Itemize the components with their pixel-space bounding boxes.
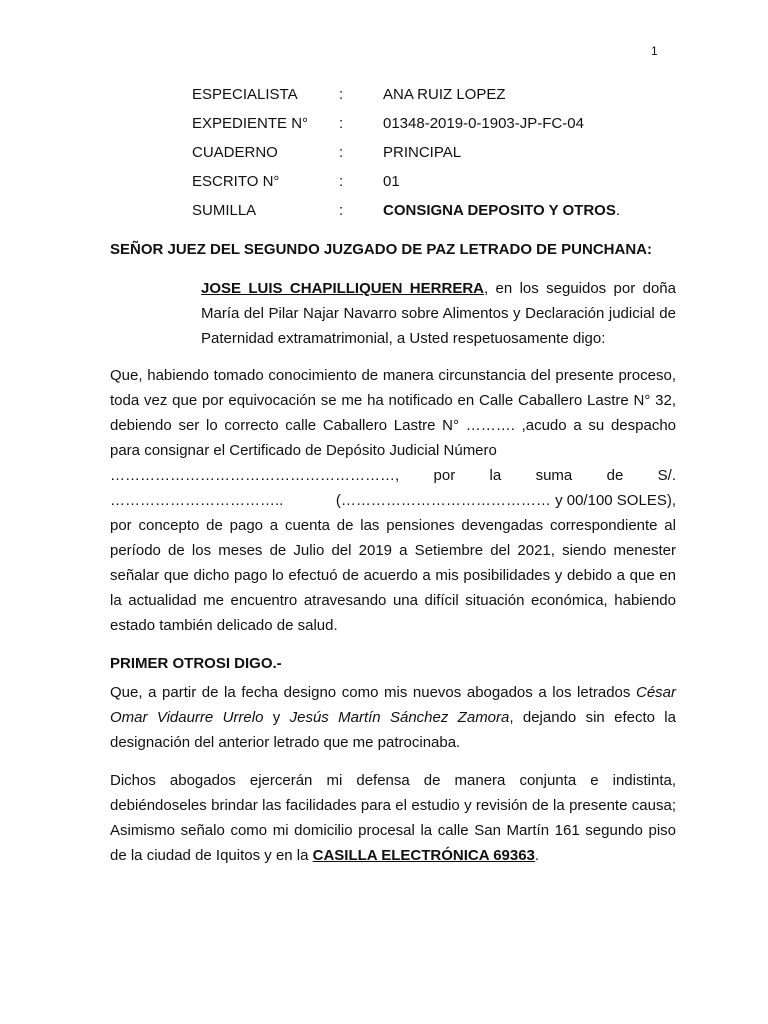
dots-word: S/. xyxy=(657,467,676,484)
header-label: ESCRITO N° xyxy=(192,173,280,190)
intro-rest: María del Pilar Najar Navarro sobre Alimentos y Declaración judicial de Paternidad extramatrimonial, a Usted respetuosamente digo: xyxy=(201,305,676,347)
dots-word: la xyxy=(489,467,502,484)
dots-line-2 xyxy=(110,488,676,513)
intro-line1: , en los seguidos por doña xyxy=(483,280,676,297)
header-row-especialista xyxy=(192,85,620,114)
dots-word: …………………………………………………, xyxy=(110,467,400,484)
dots-word: por xyxy=(433,467,456,484)
header-value: PRINCIPAL xyxy=(383,144,462,161)
sumilla-suffix: . xyxy=(615,202,620,219)
header-label: EXPEDIENTE N° xyxy=(192,115,309,132)
otrosi-p1-c: , dejando sin efecto la designación del anterior letrado que me patrocinaba. xyxy=(110,709,676,751)
otrosi-p2-a: Dichos abogados ejercerán mi defensa de manera conjunta e indistinta, debiéndoseles brindar las facilidades para el estudio y revisión de la presente causa; Asimismo señalo como mi domicilio procesal la calle San Martín 161 segundo piso de la ciudad de Iquitos y en la xyxy=(110,772,676,864)
casilla-electronica: CASILLA ELECTRÓNICA 69363 xyxy=(312,847,535,864)
intro-paragraph xyxy=(201,276,676,351)
lawyer-name-1: César Omar Vidaurre Urrelo xyxy=(110,684,676,726)
sumilla-text: CONSIGNA DEPOSITO Y OTROS xyxy=(383,202,616,219)
body-paragraph-1 xyxy=(110,363,676,638)
dots-word: (…………………………………… y 00/100 SOLES), xyxy=(335,492,676,509)
dots-word: suma xyxy=(535,467,573,484)
header-colon: : xyxy=(339,173,344,190)
dots-word: de xyxy=(606,467,624,484)
header-label: ESPECIALISTA xyxy=(192,86,298,103)
header-row-escrito xyxy=(192,172,620,201)
header-colon: : xyxy=(339,86,344,103)
header-label: SUMILLA xyxy=(192,202,257,219)
otrosi-paragraph-1 xyxy=(110,680,676,755)
addressee: SEÑOR JUEZ DEL SEGUNDO JUZGADO DE PAZ LETRADO DE PUNCHANA: xyxy=(110,241,652,258)
header-value xyxy=(383,201,620,230)
section-title-otrosi: PRIMER OTROSI DIGO.- xyxy=(110,655,282,672)
header-value: 01348-2019-0-1903-JP-FC-04 xyxy=(383,115,584,132)
header-colon: : xyxy=(339,144,344,161)
body1-part2: por concepto de pago a cuenta de las pensiones devengadas correspondiente al período de los meses de Julio del 2019 a Setiembre del 2021, siendo menester señalar que dicho pago lo efectuó de acuerdo a mis posibilidades y debido a que en la actualidad me encuentro atravesando una difícil situación económica, habiendo estado también delicado de salud. xyxy=(110,517,676,634)
dots-word: …………………………….. xyxy=(110,492,284,509)
otrosi-p1-a: Que, a partir de la fecha designo como mis nuevos abogados a los letrados xyxy=(110,684,636,701)
header-row-cuaderno xyxy=(192,143,620,172)
header-row-sumilla xyxy=(192,201,620,230)
body1-part1: Que, habiendo tomado conocimiento de manera circunstancia del presente proceso, toda vez que por equivocación se me ha notificado en Calle Caballero Lastre N° 32, debiendo ser lo correcto calle Caballero Lastre N° ………. ,acudo a su despacho para consignar el Certificado de Depósito Judicial Número xyxy=(110,367,676,459)
header-value: ANA RUIZ LOPEZ xyxy=(383,86,506,103)
otrosi-paragraph-2 xyxy=(110,768,676,868)
header-label: CUADERNO xyxy=(192,144,278,161)
case-header xyxy=(192,85,620,230)
page-number: 1 xyxy=(651,44,658,58)
header-colon: : xyxy=(339,115,344,132)
header-colon: : xyxy=(339,202,344,219)
header-value: 01 xyxy=(383,173,400,190)
otrosi-p2-b: . xyxy=(534,847,540,864)
header-row-expediente xyxy=(192,114,620,143)
petitioner-name: JOSE LUIS CHAPILLIQUEN HERRERA xyxy=(201,280,484,297)
otrosi-p1-b: y xyxy=(263,709,290,726)
dots-line-1 xyxy=(110,463,676,488)
lawyer-name-2: Jesús Martín Sánchez Zamora xyxy=(289,709,510,726)
